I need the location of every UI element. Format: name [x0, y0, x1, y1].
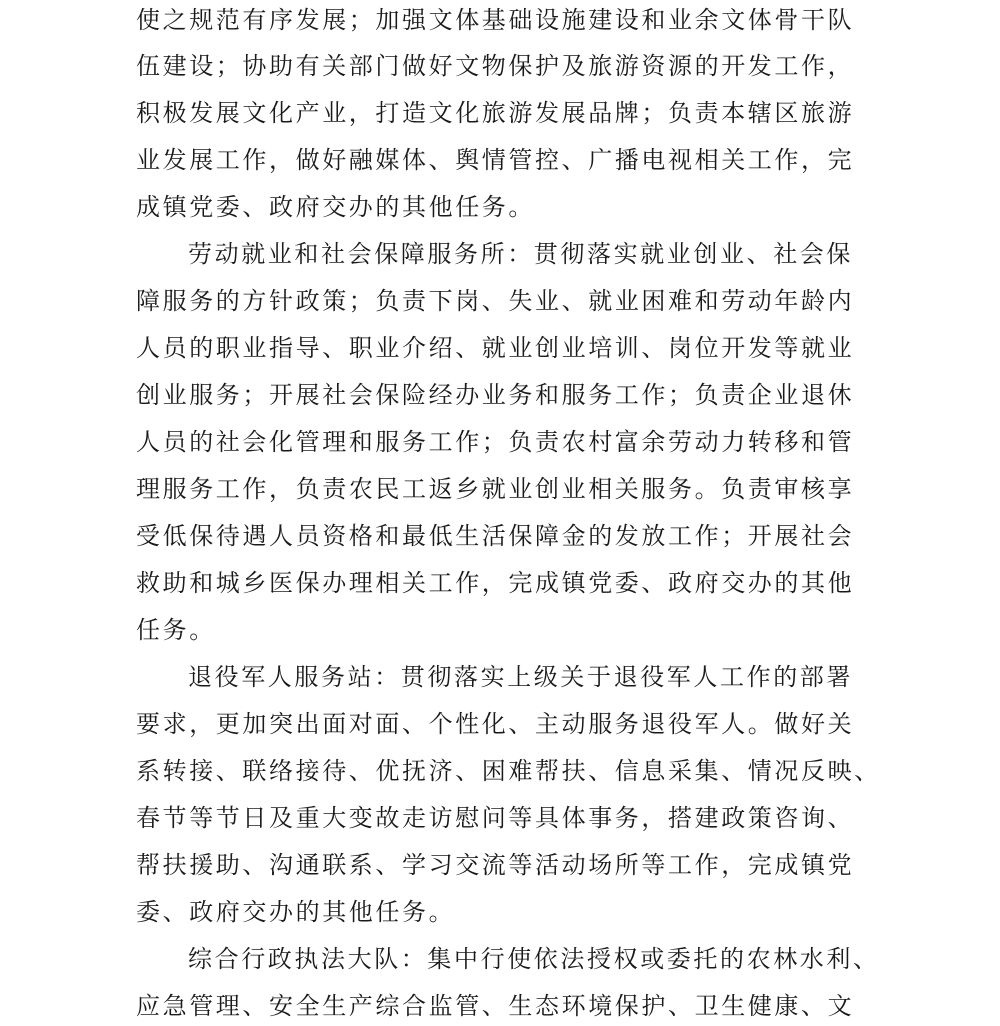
text-line: 人员的职业指导、职业介绍、就业创业培训、岗位开发等就业 [136, 334, 855, 362]
text-line: 障服务的方针政策；负责下岗、失业、就业困难和劳动年龄内 [136, 287, 855, 315]
paragraph-heading-line: 综合行政执法大队：集中行使依法授权或委托的农林水利、 [188, 945, 880, 973]
text-line: 人员的社会化管理和服务工作；负责农村富余劳动力转移和管 [136, 428, 855, 456]
text-line: 春节等节日及重大变故走访慰问等具体事务，搭建政策咨询、 [136, 804, 855, 832]
text-line: 创业服务；开展社会保险经办业务和服务工作；负责企业退休 [136, 381, 855, 409]
paragraph-heading-line: 退役军人服务站：贯彻落实上级关于退役军人工作的部署 [188, 663, 853, 691]
text-line: 使之规范有序发展；加强文体基础设施建设和业余文体骨干队 [136, 6, 855, 34]
text-line: 伍建设；协助有关部门做好文物保护及旅游资源的开发工作， [136, 52, 855, 80]
text-line: 应急管理、安全生产综合监管、生态环境保护、卫生健康、文 [136, 992, 855, 1020]
text-line: 委、政府交办的其他任务。 [136, 898, 456, 926]
text-line: 成镇党委、政府交办的其他任务。 [136, 193, 535, 221]
text-line: 理服务工作，负责农民工返乡就业创业相关服务。负责审核享 [136, 475, 855, 503]
text-line: 系转接、联络接待、优抚济、困难帮扶、信息采集、情况反映、 [136, 757, 881, 785]
text-line: 要求，更加突出面对面、个性化、主动服务退役军人。做好关 [136, 710, 855, 738]
paragraph-heading-line: 劳动就业和社会保障服务所：贯彻落实就业创业、社会保 [188, 240, 853, 268]
text-line: 帮扶援助、沟通联系、学习交流等活动场所等工作，完成镇党 [136, 851, 855, 879]
text-line: 任务。 [136, 616, 216, 644]
text-line: 业发展工作，做好融媒体、舆情管控、广播电视相关工作，完 [136, 146, 855, 174]
text-line: 受低保待遇人员资格和最低生活保障金的发放工作；开展社会 [136, 522, 855, 550]
text-line: 救助和城乡医保办理相关工作，完成镇党委、政府交办的其他 [136, 569, 855, 597]
text-line: 积极发展文化产业，打造文化旅游发展品牌；负责本辖区旅游 [136, 99, 855, 127]
